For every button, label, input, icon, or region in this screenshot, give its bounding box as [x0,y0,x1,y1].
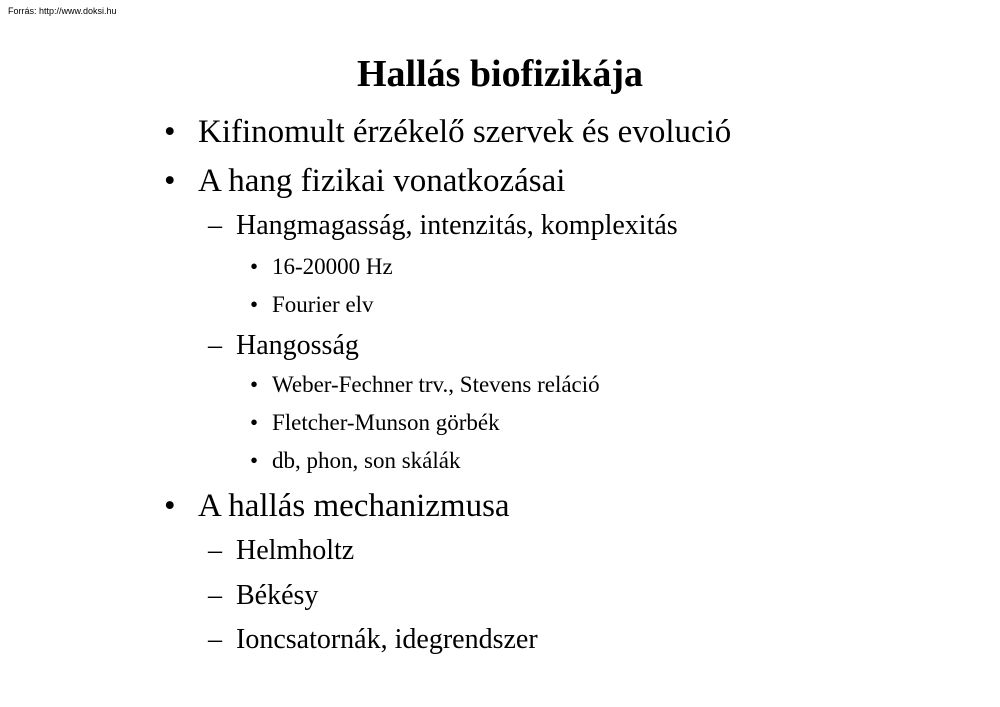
sub-sub-item [250,291,374,319]
bullet-item [164,161,566,201]
dash-marker: – [208,624,222,655]
sub-item [208,623,538,657]
bullet-marker: • [164,488,176,524]
sub-item-text: Ioncsatornák, idegrendszer [236,624,538,655]
sub-item [208,329,359,363]
sub-sub-item-text: 16-20000 Hz [272,254,393,279]
bullet-item [164,112,732,152]
bullet-marker: • [250,292,259,317]
bullet-item [164,486,510,526]
sub-item-text: Helmholtz [236,535,355,566]
dash-marker: – [208,580,222,611]
bullet-text: Kifinomult érzékelő szervek és evolució [198,114,732,150]
sub-sub-item [250,371,600,399]
bullet-marker: • [164,114,176,150]
bullet-text: A hang fizikai vonatkozásai [198,163,566,199]
sub-item-text: Hangmagasság, intenzitás, komplexitás [236,210,678,241]
sub-item [208,579,319,613]
sub-sub-item [250,409,500,437]
source-note: Forrás: http://www.doksi.hu [8,6,117,16]
sub-sub-item-text: Weber-Fechner trv., Stevens reláció [272,372,600,397]
bullet-marker: • [164,163,176,199]
sub-sub-item-text: Fourier elv [272,292,374,317]
dash-marker: – [208,210,222,241]
bullet-marker: • [250,410,259,435]
slide-title: Hallás biofizikája [356,53,644,95]
dash-marker: – [208,535,222,566]
sub-item [208,534,355,568]
bullet-marker: • [250,254,259,279]
sub-item [208,209,678,243]
dash-marker: – [208,330,222,361]
bullet-marker: • [250,448,259,473]
sub-item-text: Hangosság [236,330,359,361]
sub-sub-item [250,253,393,281]
sub-sub-item-text: db, phon, son skálák [272,448,461,473]
bullet-text: A hallás mechanizmusa [198,488,510,524]
sub-sub-item-text: Fletcher-Munson görbék [272,410,500,435]
bullet-marker: • [250,372,259,397]
sub-item-text: Békésy [236,580,319,611]
sub-sub-item [250,447,461,475]
